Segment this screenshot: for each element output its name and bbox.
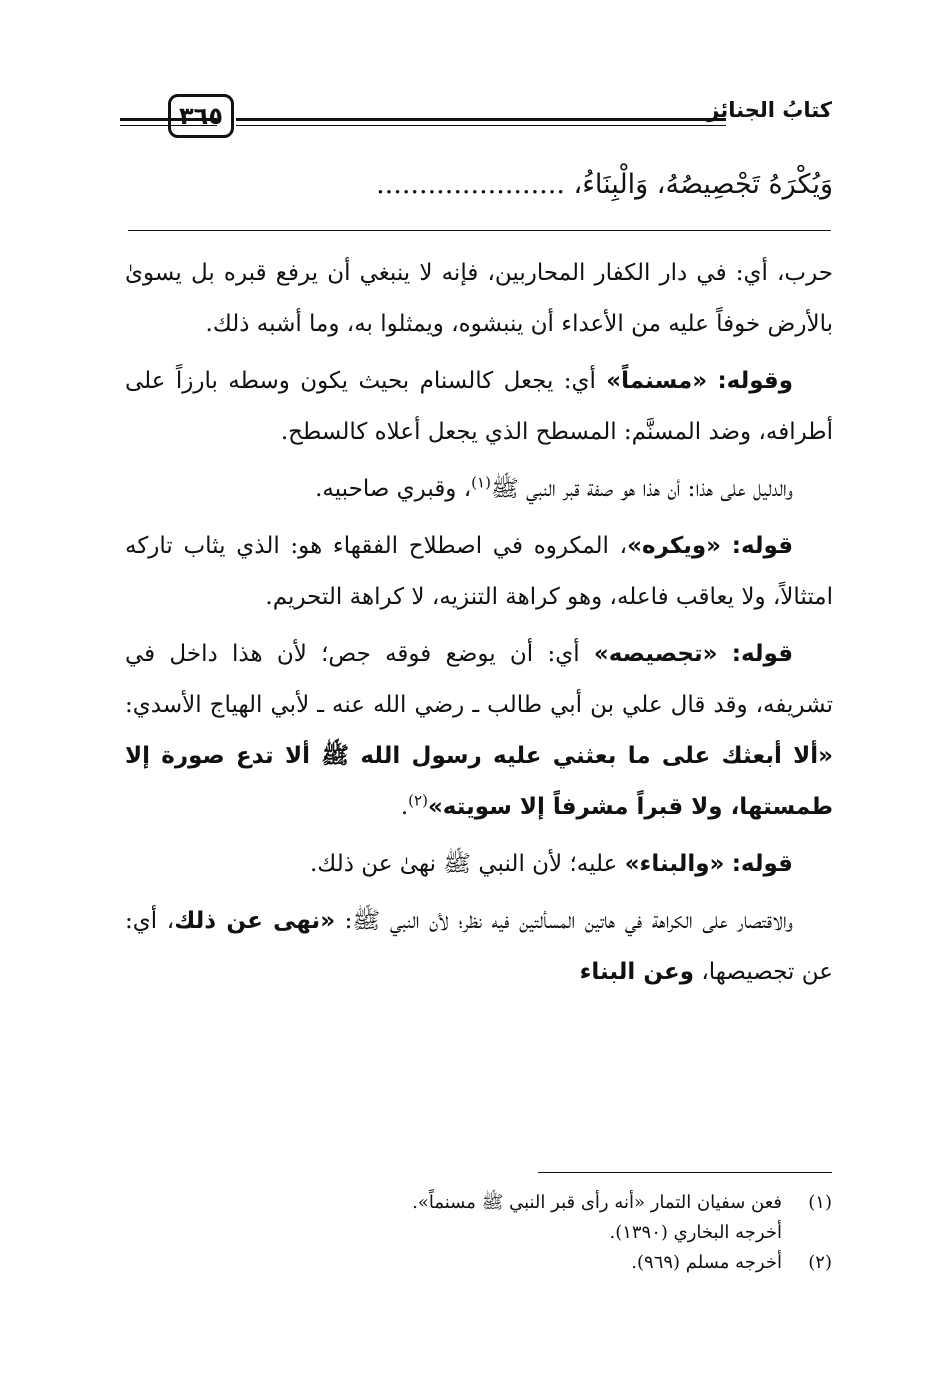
footnote-number: (٢) [808, 1252, 832, 1273]
p5-label: قوله: [731, 641, 794, 667]
paragraph-3 [125, 464, 833, 515]
paragraph-4 [125, 521, 833, 623]
p5-text: أي: أن يوضع فوقه جص؛ لأن هذا داخل في تشريفه، وقد قال علي بن أبي طالب ـ رضي الله عنه ـ لأبي الهياج الأسدي: [125, 641, 833, 718]
footnote-text: أخرجه مسلم (٩٦٩). [631, 1252, 782, 1273]
matn-line [128, 160, 833, 210]
paragraph-1: حرب، أي: في دار الكفار المحاربين، فإنه لا ينبغي أن يرفع قبره بل يسوىٰ بالأرض خوفاً عليه من الأعداء أن ينبشوه، ويمثلوا به، وما أشبه ذلك. [125, 260, 833, 337]
p7-text: والاقتصار على الكراهة في هاتين المسألتين فيه نظر؛ لأن النبي ﷺ: [335, 908, 793, 934]
footnote-text: أخرجه البخاري (١٣٩٠). [609, 1222, 782, 1243]
footnote-ref-1: (١) [471, 473, 491, 492]
commentary-body [125, 248, 833, 1004]
footnote-1-continued [300, 1218, 832, 1248]
footnote-separator [538, 1172, 832, 1173]
paragraph-7 [125, 896, 833, 998]
matn-text: وَيُكْرَهُ تَجْصِيصُهُ، وَالْبِنَاءُ، [573, 169, 833, 200]
page-header [120, 92, 832, 148]
p6-label: قوله: [731, 851, 793, 877]
p2-term: «مسنماً» [606, 368, 708, 394]
matn-separator [128, 230, 831, 231]
header-rule-left-thin [120, 125, 217, 126]
p7-quote-2: وعن البناء [579, 959, 695, 985]
paragraph-6 [125, 839, 833, 890]
p4-text: ، المكروه في اصطلاح الفقهاء هو: الذي يثاب تاركه امتثالاً، ولا يعاقب فاعله، وهو كراهة التنزيه، لا كراهة التحريم. [125, 533, 833, 610]
p6-text: عليه؛ لأن النبي ﷺ نهىٰ عن ذلك. [310, 851, 625, 877]
matn-dots: ...................... [376, 169, 565, 200]
p7-quote-1: «نهى عن ذلك [174, 908, 336, 934]
p4-term: «ويكره» [627, 533, 722, 559]
paragraph-5 [125, 629, 833, 833]
p5-hadith-quote: «ألا أبعثك على ما بعثني عليه رسول الله ﷺ ألا تدع صورة إلا طمستها، ولا قبراً مشرفاً إلا سويته» [125, 743, 833, 820]
footnote-2 [300, 1248, 832, 1278]
p2-label: وقوله: [717, 368, 794, 394]
footnote-text: فعن سفيان التمار «أنه رأى قبر النبي ﷺ مسنماً». [412, 1192, 782, 1213]
chapter-title: كتابُ الجنائز [707, 98, 832, 122]
footnotes [300, 1188, 832, 1278]
p3-text: والدليل على هذا: أن هذا هو صفة قبر النبي ﷺ [490, 476, 793, 502]
p5-tail: . [400, 794, 409, 820]
p2-text: أي: يجعل كالسنام بحيث يكون وسطه بارزاً على أطرافه، وضد المسنَّم: المسطح الذي يجعل أعلاه كالسطح. [125, 368, 833, 445]
p4-label: قوله: [731, 533, 794, 559]
footnote-1 [300, 1188, 832, 1218]
p3-tail: ، وقبري صاحبيه. [315, 476, 472, 502]
page-number: ٣٦٥ [168, 94, 234, 138]
header-rule-right-thin [236, 125, 726, 126]
p7-mid: ، أي: عن تجصيصها، [125, 908, 833, 985]
p6-term: «والبناء» [624, 851, 725, 877]
p5-term: «تجصيصه» [593, 641, 718, 667]
footnote-ref-2: (٢) [408, 791, 428, 810]
footnote-number: (١) [808, 1192, 832, 1213]
paragraph-2 [125, 356, 833, 458]
